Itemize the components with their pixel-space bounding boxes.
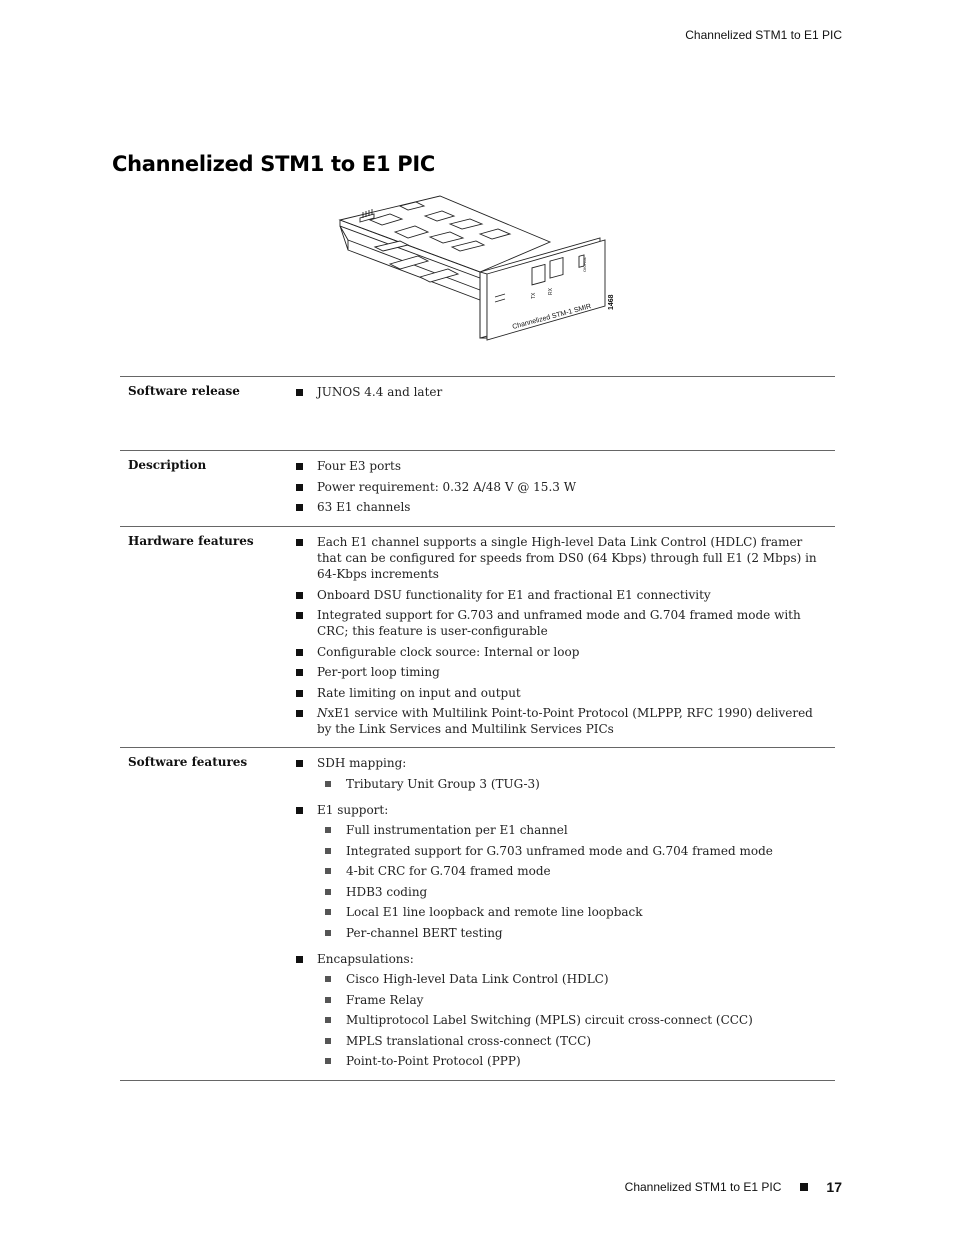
sub-list: [317, 971, 835, 1069]
pic-illustration: [330, 192, 630, 350]
sub-list-item: Local E1 line loopback and remote line loopback: [317, 904, 835, 920]
figure-number: 1468: [608, 294, 615, 310]
sub-bullet-icon: [317, 1012, 346, 1028]
spec-label: Description: [128, 458, 207, 472]
list-item: Onboard DSU functionality for E1 and fractional E1 connectivity: [288, 587, 835, 603]
sub-bullet-icon: [317, 925, 346, 941]
spec-label: Hardware features: [128, 534, 254, 548]
sub-list-item: Point-to-Point Protocol (PPP): [317, 1053, 835, 1069]
bullet-icon: [288, 755, 317, 771]
sub-list-item: Frame Relay: [317, 992, 835, 1008]
spec-body: [288, 527, 835, 747]
sub-list-item: Full instrumentation per E1 channel: [317, 822, 835, 838]
list-item: Per-port loop timing: [288, 664, 835, 680]
sub-bullet-icon: [317, 1053, 346, 1069]
spec-table: [120, 376, 835, 1081]
spec-label: Software release: [128, 384, 240, 398]
sub-bullet-icon: [317, 884, 346, 900]
sub-bullet-icon: [317, 863, 346, 879]
sub-list-item: Integrated support for G.703 unframed mode and G.704 framed mode: [317, 843, 835, 859]
list-item: [288, 705, 835, 737]
bullet-icon: [288, 499, 317, 515]
list-item: Configurable clock source: Internal or loop: [288, 644, 835, 660]
page-number: 17: [826, 1179, 842, 1195]
list-item: Integrated support for G.703 and unframed mode and G.704 framed mode with CRC; this feature is user-configurable: [288, 607, 835, 639]
running-header: Channelized STM1 to E1 PIC: [685, 28, 842, 42]
port-label-tx: TX: [531, 292, 537, 299]
sub-list-item: MPLS translational cross-connect (TCC): [317, 1033, 835, 1049]
sub-list-item: Multiprotocol Label Switching (MPLS) circuit cross-connect (CCC): [317, 1012, 835, 1028]
spec-row-software-release: [120, 377, 835, 451]
bullet-icon: [288, 685, 317, 701]
bullet-icon: [288, 705, 317, 737]
page-footer: [625, 1179, 842, 1195]
list-item: E1 support:: [288, 802, 835, 818]
spec-row-description: [120, 451, 835, 527]
sub-bullet-icon: [317, 776, 346, 792]
list-item: Encapsulations:: [288, 951, 835, 967]
bullet-icon: [288, 607, 317, 639]
port-label-rx: RX: [548, 288, 554, 295]
list-item: SDH mapping:: [288, 755, 835, 771]
sub-list-item: 4-bit CRC for G.704 framed mode: [317, 863, 835, 879]
led-label: OK/FAIL: [582, 256, 587, 272]
list-item: JUNOS 4.4 and later: [288, 384, 835, 400]
list-item: Four E3 ports: [288, 458, 835, 474]
bullet-icon: [288, 458, 317, 474]
bullet-icon: [288, 534, 317, 582]
sub-bullet-icon: [317, 971, 346, 987]
nxe1-text: xE1 service with Multilink Point-to-Point Protocol (MLPPP, RFC 1990) delivered by the Link Services and Multilink Services PICs: [317, 706, 813, 736]
sub-bullet-icon: [317, 843, 346, 859]
bullet-icon: [288, 802, 317, 818]
sub-list-item: Per-channel BERT testing: [317, 925, 835, 941]
list-item: Power requirement: 0.32 A/48 V @ 15.3 W: [288, 479, 835, 495]
sub-bullet-icon: [317, 992, 346, 1008]
list-item: 63 E1 channels: [288, 499, 835, 515]
sub-list: [317, 776, 835, 792]
spec-row-software-features: [120, 748, 835, 1081]
bullet-icon: [288, 644, 317, 660]
bullet-icon: [288, 479, 317, 495]
bullet-icon: [288, 587, 317, 603]
bullet-icon: [288, 951, 317, 967]
sub-list-item: HDB3 coding: [317, 884, 835, 900]
sub-bullet-icon: [317, 822, 346, 838]
spec-body: [288, 377, 835, 450]
nxe1-prefix: N: [317, 706, 328, 720]
sub-list: [317, 822, 835, 941]
panel-label: Channelized STM-1 SMIR: [511, 303, 593, 331]
sub-bullet-icon: [317, 1033, 346, 1049]
spec-label: Software features: [128, 755, 248, 769]
sub-list-item: Cisco High-level Data Link Control (HDLC): [317, 971, 835, 987]
footer-label: Channelized STM1 to E1 PIC: [624, 1180, 782, 1194]
sub-list-item: Tributary Unit Group 3 (TUG-3): [317, 776, 835, 792]
list-item: Rate limiting on input and output: [288, 685, 835, 701]
list-item: Each E1 channel supports a single High-level Data Link Control (HDLC) framer that can be configured for speeds from DS0 (64 Kbps) through full E1 (2 Mbps) in 64-Kbps increments: [288, 534, 835, 582]
bullet-icon: [288, 384, 317, 400]
footer-separator-icon: [800, 1183, 808, 1191]
spec-body: [288, 748, 835, 1080]
sub-bullet-icon: [317, 904, 346, 920]
bullet-icon: [288, 664, 317, 680]
spec-body: [288, 451, 835, 526]
page-title: Channelized STM1 to E1 PIC: [112, 152, 436, 176]
spec-row-hardware-features: [120, 527, 835, 748]
